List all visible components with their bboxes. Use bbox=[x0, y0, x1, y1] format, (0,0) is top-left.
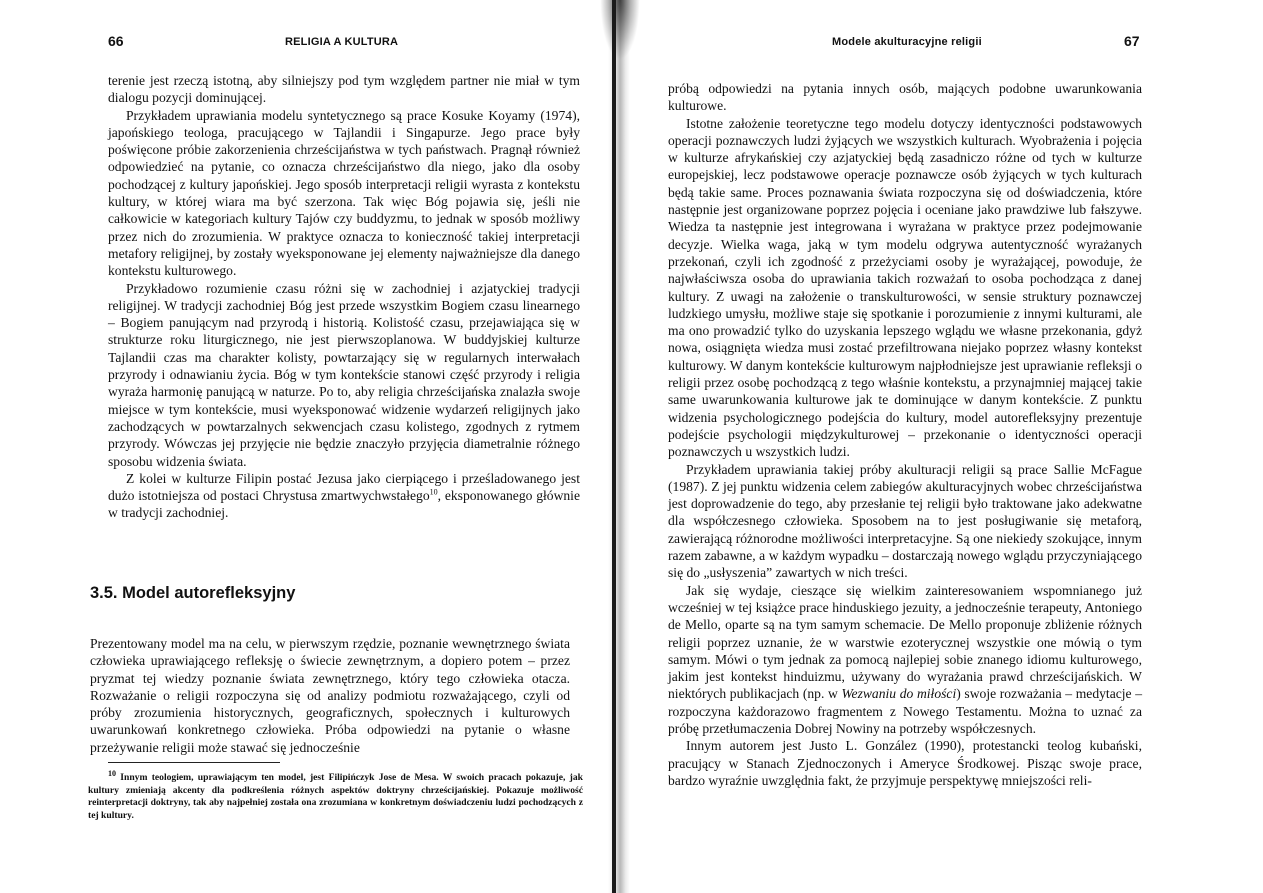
paragraph: Przykładem uprawiania modelu syntetycznego są prace Kosuke Koyamy (1974), japońskiego teologa, pracującego w Tajlandii i Singapurze. Jego prace były poświęcone próbie zakorzenienia chrześcijaństwa w tych państwach. Pragnął również odpowiedzieć na pytanie, co oznacza chrześcijaństwo dla niego, jako dla osoby pochodzącej z kultury japońskiej. Jego sposób interpretacji religii wyrasta z kontekstu kultury, w której wiara ma być szerzona. Tak więc Bóg pojawia się, jeśli nie całkowicie w kategoriach kultury Tajów czy buddyzmu, to jednak w sposób możliwy przez nich do zrozumienia. W praktyce oznacza to konieczność takiej interpretacji metafory religijnej, by zostały wyeksponowane jej elementy najważniejsze dla danego kontekstu kulturowego. bbox=[108, 107, 580, 279]
paragraph-text: ) swoje rozważania – medytacje – rozpoczyna każdorazowo fragmentem z Nowego Testamentu. Można to uznać za próbę przetłumaczenia Dobrej Nowiny na potrzeby współczesnych. bbox=[668, 686, 1143, 736]
right-page-number: 67 bbox=[1124, 33, 1140, 49]
section-heading: 3.5. Model autorefleksyjny bbox=[90, 584, 296, 602]
right-body bbox=[668, 80, 1142, 789]
paragraph: Innym autorem jest Justo L. González (1990), protestancki teolog kubański, pracujący w Stanach Zjednoczonych i Ameryce Środkowej. Pisząc swoje prace, bardzo wyraźnie uwzględnia fakt, że przyjmuje perspektywę mniejszości reli- bbox=[668, 738, 1142, 788]
footnote-reference[interactable]: 10 bbox=[429, 487, 438, 497]
footnote-text: Innym teologiem, uprawiającym ten model, jest Filipińczyk Jose de Mesa. W swoich pracach pokazuje, jak kultury zmieniają akcenty dla podkreślenia różnych aspektów doktryny chrześcijańskiej. Pokazuje możliwość reinterpretacji doktryny, tak aby najpełniej została ona zrozumiana w konkretnym doświadczeniu ludzi pochodzących z tej kultury. bbox=[88, 772, 583, 821]
footnote bbox=[88, 768, 583, 822]
paragraph-text: , eksponowanego głównie w tradycji zachodniej. bbox=[108, 488, 580, 521]
left-body-top bbox=[108, 72, 580, 522]
left-body-bottom bbox=[90, 635, 570, 756]
right-running-head: Modele akulturacyjne religii bbox=[832, 36, 982, 48]
book-spine bbox=[612, 0, 616, 893]
paragraph: Prezentowany model ma na celu, w pierwszym rzędzie, poznanie wewnętrznego świata człowieka uprawiającego refleksję o świecie zewnętrznym, a dopiero potem – przez pryzmat tej wiedzy poznanie świata zewnętrznego, który tego człowieka otacza. Rozważanie o religii rozpoczyna się od analizy podmiotu rozważającego, czyli od próby zrozumienia historycznych, geograficznych, społecznych i kulturowych uwarunkowań konkretnego człowieka. Próba odpowiedzi na pytanie o własne przeżywanie religii może stawać się jednocześnie bbox=[90, 636, 570, 755]
paragraph-text: Jak się wydaje, cieszące się wielkim zainteresowaniem wspomnianego już wcześniej w tej książce prace hinduskiego jezuity, a jednocześnie terapeuty, Antoniego de Mello, oparte są na tym samym schemacie. De Mello proponuje zbliżenie różnych religii poprzez uznanie, że w warstwie ezoterycznej wszystkie one mówią o tym samym. Mówi o tym jednak za pomocą najlepiej sobie znanego idiomu kulturowego, jakim jest kontekst hinduizmu, używany do wyrażania prawd chrześcijańskich. W niektórych publikacjach (np. w bbox=[668, 582, 1142, 702]
paragraph: Przykładem uprawiania takiej próby akulturacji religii są prace Sallie McFague (1987). Z jej punktu widzenia celem zabiegów akulturacyjnych wobec chrześcijaństwa jest doprowadzenie do tego, aby przesłanie tej religii było traktowane jako adekwatne dla współczesnego człowieka. Sposobem na to jest posługiwanie się metaforą, zawierającą różnorodne możliwości interpretacyjne. Są one niekiedy szokujące, innym razem zabawne, a w każdym wypadku – dostarczają nowego wglądu przyczyniającego się do „usłyszenia” zawartych w nich treści. bbox=[668, 461, 1142, 581]
left-page-number: 66 bbox=[108, 33, 124, 49]
book-title: Wezwaniu do miłości bbox=[841, 686, 957, 702]
paragraph: próbą odpowiedzi na pytania innych osób, mających podobne uwarunkowania kulturowe. bbox=[668, 81, 1142, 114]
footnote-rule bbox=[108, 762, 280, 763]
left-page bbox=[0, 0, 612, 893]
left-running-head: RELIGIA A KULTURA bbox=[285, 36, 399, 48]
paragraph: Istotne założenie teoretyczne tego modelu dotyczy identyczności podstawowych operacji poznawczych ludzi żyjących we wszystkich kulturach. Wyobrażenia i pojęcia w kulturze afrykańskiej czy azjatyckiej będą zasadniczo różne od tych w kulturze europejskiej, lecz podstawowe operacje poznawcze osób żyjących w tych kulturach będą takie same. Proces poznawania świata rozpoczyna się od doświadczenia, które następnie jest organizowane poprzez pojęcia i oceniane jako prawdziwe lub fałszywe. Wiedza ta następnie jest integrowana i wyrażana w praktyce przez podejmowanie decyzje. Wielka waga, jaką w tym modelu odgrywa autentyczność wyrażanych przekonań, czyli ich zgodność z przeżyciami osoby je wyrażającej, powoduje, że najwłaściwsza osoba do uprawiania takich rozważań to osoba pochodząca z danej kultury. Z uwagi na założenie o transkulturowości, w sensie struktury poznawczej ludzkiego umysłu, możliwe staje się spotkanie i porozumienie z innymi kulturami, ale ma ono prowadzić tylko do uzyskania lepszego wglądu we własne przekonania, gdyż nowa, osiągnięta wiedza musi zostać przefiltrowana niejako poprzez własny kontekst kulturowy. W danym kontekście kulturowym najpłodniejsze jest uprawianie refleksji o religii przez osobę pochodzącą z tego właśnie kontekstu, a przynajmniej mającej takie same uwarunkowania kulturowe jak te dominujące w danym kontekście. Z punktu widzenia psychologicznego podejścia do kultury, model autorefleksyjny prezentuje podejście psychologii międzykulturowej – przekonanie o identyczności operacji poznawczych u wszystkich ludzi. bbox=[668, 115, 1142, 460]
paragraph-text: Z kolei w kulturze Filipin postać Jezusa jako cierpiącego i prześladowanego jest dużo istotniejsza od postaci Chrystusa zmartwychwstałego bbox=[108, 470, 580, 504]
paragraph: terenie jest rzeczą istotną, aby silniejszy pod tym względem partner nie miał w tym dialogu pozycji dominującej. bbox=[108, 73, 580, 106]
footnote-number: 10 bbox=[108, 768, 116, 778]
right-page bbox=[632, 0, 1263, 893]
paragraph bbox=[108, 470, 580, 522]
paragraph bbox=[668, 582, 1142, 738]
paragraph: Przykładowo rozumienie czasu różni się w zachodniej i azjatyckiej tradycji religijnej. W tradycji zachodniej Bóg jest przede wszystkim Bogiem czasu linearnego – Bogiem panującym nad przyrodą i historią. Kolistość czasu, przejawiająca się w strukturze roku liturgicznego, nie jest pierwszoplanowa. W buddyjskiej kulturze Tajlandii czas ma charakter kolisty, powtarzający się w regularnych interwałach przyrody i odnawianiu życia. Bóg w tym kontekście stanowi część przyrody i religia wyraża harmonię panującą w naturze. Po to, aby religia chrześcijańska znalazła swoje miejsce w tym kontekście, musi wyeksponować widzenie wydarzeń religijnych jako zachodzących w powtarzalnych sekwencjach czasu kolistego, zgodnych z rytmem przyrody. Wówczas jej przyjęcie nie będzie znaczyło przyjęcia diametralnie różnego sposobu widzenia świata. bbox=[108, 280, 580, 469]
